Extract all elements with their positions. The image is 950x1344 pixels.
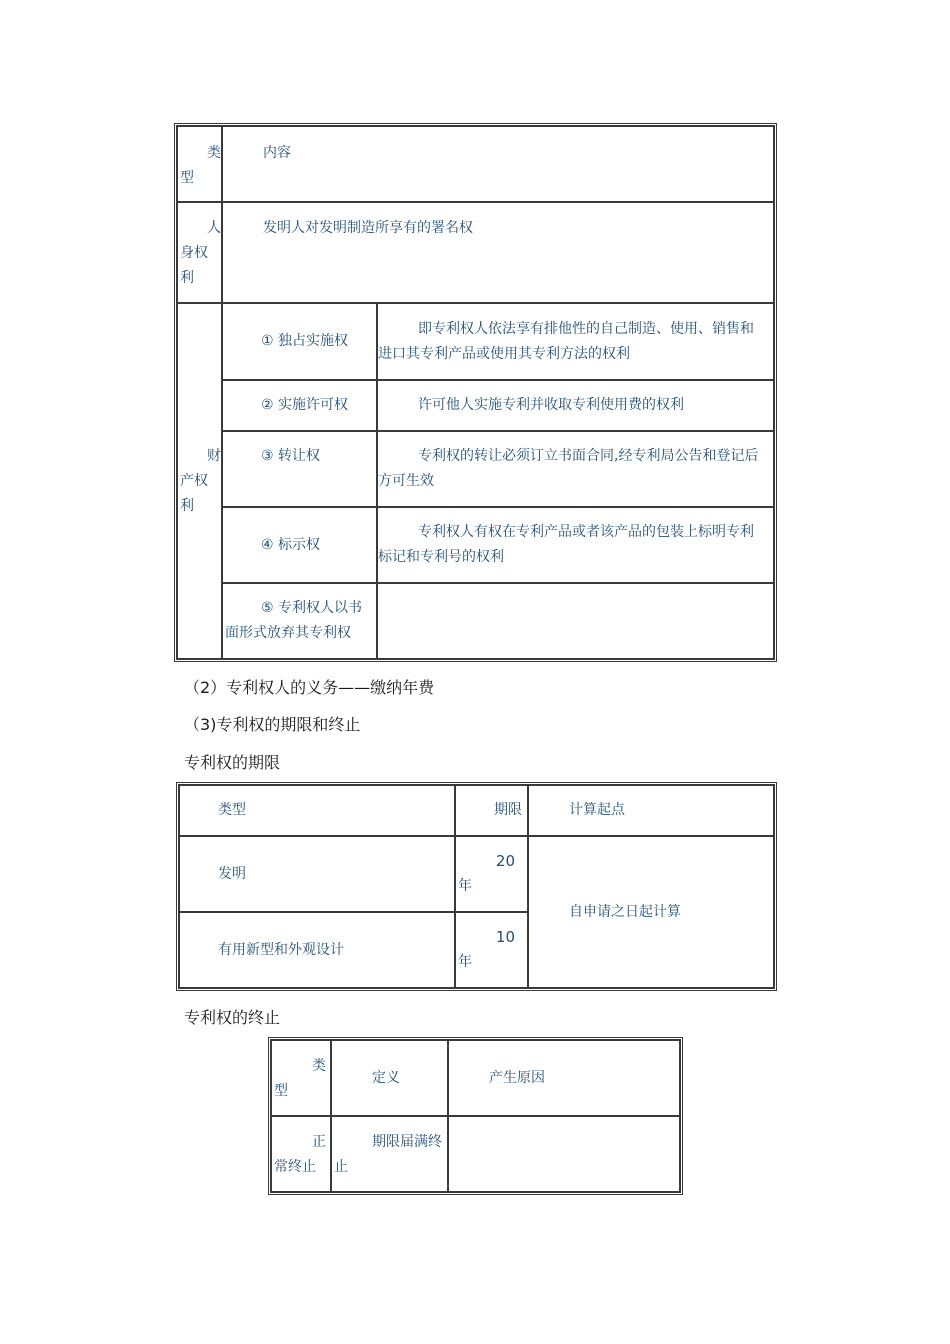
termination-cause — [449, 1117, 679, 1130]
term-start-header-cell — [528, 785, 774, 836]
property-a: 财 — [207, 447, 221, 464]
personal-c: 利 — [180, 270, 194, 286]
right-desc-cell — [377, 431, 774, 507]
term-start-cell — [528, 836, 774, 988]
rights-table — [176, 125, 775, 660]
termination-cause-cell — [448, 1116, 680, 1192]
termination-type-a: 正 — [312, 1134, 326, 1150]
right-name-b: 面形式放弃其专利权 — [225, 625, 351, 641]
personal-rights-content-cell — [222, 202, 774, 303]
term-number: 20 — [495, 852, 515, 870]
right-name-a: ⑤ 专利权人以书 — [261, 600, 363, 616]
property-c: 利 — [180, 497, 194, 514]
right-name: ④ 标示权 — [261, 536, 321, 553]
termination-def-cell — [331, 1116, 448, 1192]
term-type-header-cell — [179, 785, 455, 836]
right-name-cell — [222, 507, 377, 583]
term-type: 发明 — [218, 865, 246, 882]
content-header-cell — [222, 126, 774, 202]
personal-a: 人 — [207, 220, 221, 236]
right-desc-cell — [377, 583, 774, 659]
term-type-header: 类型 — [218, 802, 246, 818]
termination-cause-header: 产生原因 — [489, 1069, 545, 1086]
right-name: ③ 转让权 — [261, 448, 321, 464]
term-number: 10 — [495, 928, 515, 946]
termination-type-header-a: 类 — [312, 1058, 326, 1074]
right-desc: 专利权的转让必须订立书面合同,经专利局公告和登记后方可生效 — [378, 448, 759, 489]
term-table — [178, 784, 775, 989]
personal-rights-type-cell — [177, 202, 222, 303]
type-header-b: 型 — [180, 170, 194, 186]
right-desc: 专利权人有权在专利产品或者该产品的包装上标明专利标记和专利号的权利 — [378, 524, 754, 565]
right-name-cell — [222, 583, 377, 659]
term-label: 专利权的期限 — [184, 753, 281, 772]
personal-b: 身权 — [180, 245, 208, 261]
termination-def-b: 止 — [334, 1159, 348, 1175]
term-type-cell — [179, 836, 455, 912]
term-heading: （3)专利权的期限和终止 — [184, 715, 361, 734]
termination-type-header-cell — [271, 1040, 331, 1116]
right-name-cell — [222, 380, 377, 431]
right-desc: 即专利权人依法享有排他性的自己制造、使用、销售和进口其专利产品或使用其专利方法的权利 — [378, 321, 754, 362]
termination-type-cell — [271, 1116, 331, 1192]
term-type-cell — [179, 912, 455, 988]
term-term-header-cell — [455, 785, 528, 836]
term-unit: 年 — [458, 954, 472, 970]
term-term-header: 期限 — [494, 802, 522, 818]
right-desc-cell — [377, 303, 774, 380]
right-name: ② 实施许可权 — [261, 397, 349, 413]
right-name-cell — [222, 303, 377, 380]
termination-def-a: 期限届满终 — [372, 1134, 442, 1150]
right-desc-cell — [377, 507, 774, 583]
personal-content: 发明人对发明制造所享有的署名权 — [263, 220, 473, 236]
termination-def-header: 定义 — [372, 1069, 400, 1086]
termination-type-b: 常终止 — [274, 1159, 316, 1175]
right-desc: 许可他人实施专利并收取专利使用费的权利 — [418, 397, 684, 413]
content-header: 内容 — [263, 145, 291, 161]
type-header-a: 类 — [207, 145, 221, 161]
term-start-header: 计算起点 — [569, 802, 625, 818]
termination-def-header-cell — [331, 1040, 448, 1116]
termination-type-header-b: 型 — [274, 1083, 288, 1099]
obligation-text: （2）专利权人的义务——缴纳年费 — [184, 678, 435, 697]
term-value-cell — [455, 912, 528, 988]
right-name: ① 独占实施权 — [261, 333, 349, 349]
property-rights-type-cell — [177, 303, 222, 659]
right-name-cell — [222, 431, 377, 507]
term-type: 有用新型和外观设计 — [218, 941, 344, 958]
termination-cause-header-cell — [448, 1040, 680, 1116]
term-value-cell — [455, 836, 528, 912]
property-b: 产权 — [180, 472, 208, 489]
type-header-cell — [177, 126, 222, 202]
term-start: 自申请之日起计算 — [569, 903, 681, 920]
term-unit: 年 — [458, 878, 472, 894]
termination-label: 专利权的终止 — [184, 1008, 281, 1027]
right-desc-cell — [377, 380, 774, 431]
termination-table — [270, 1039, 681, 1193]
